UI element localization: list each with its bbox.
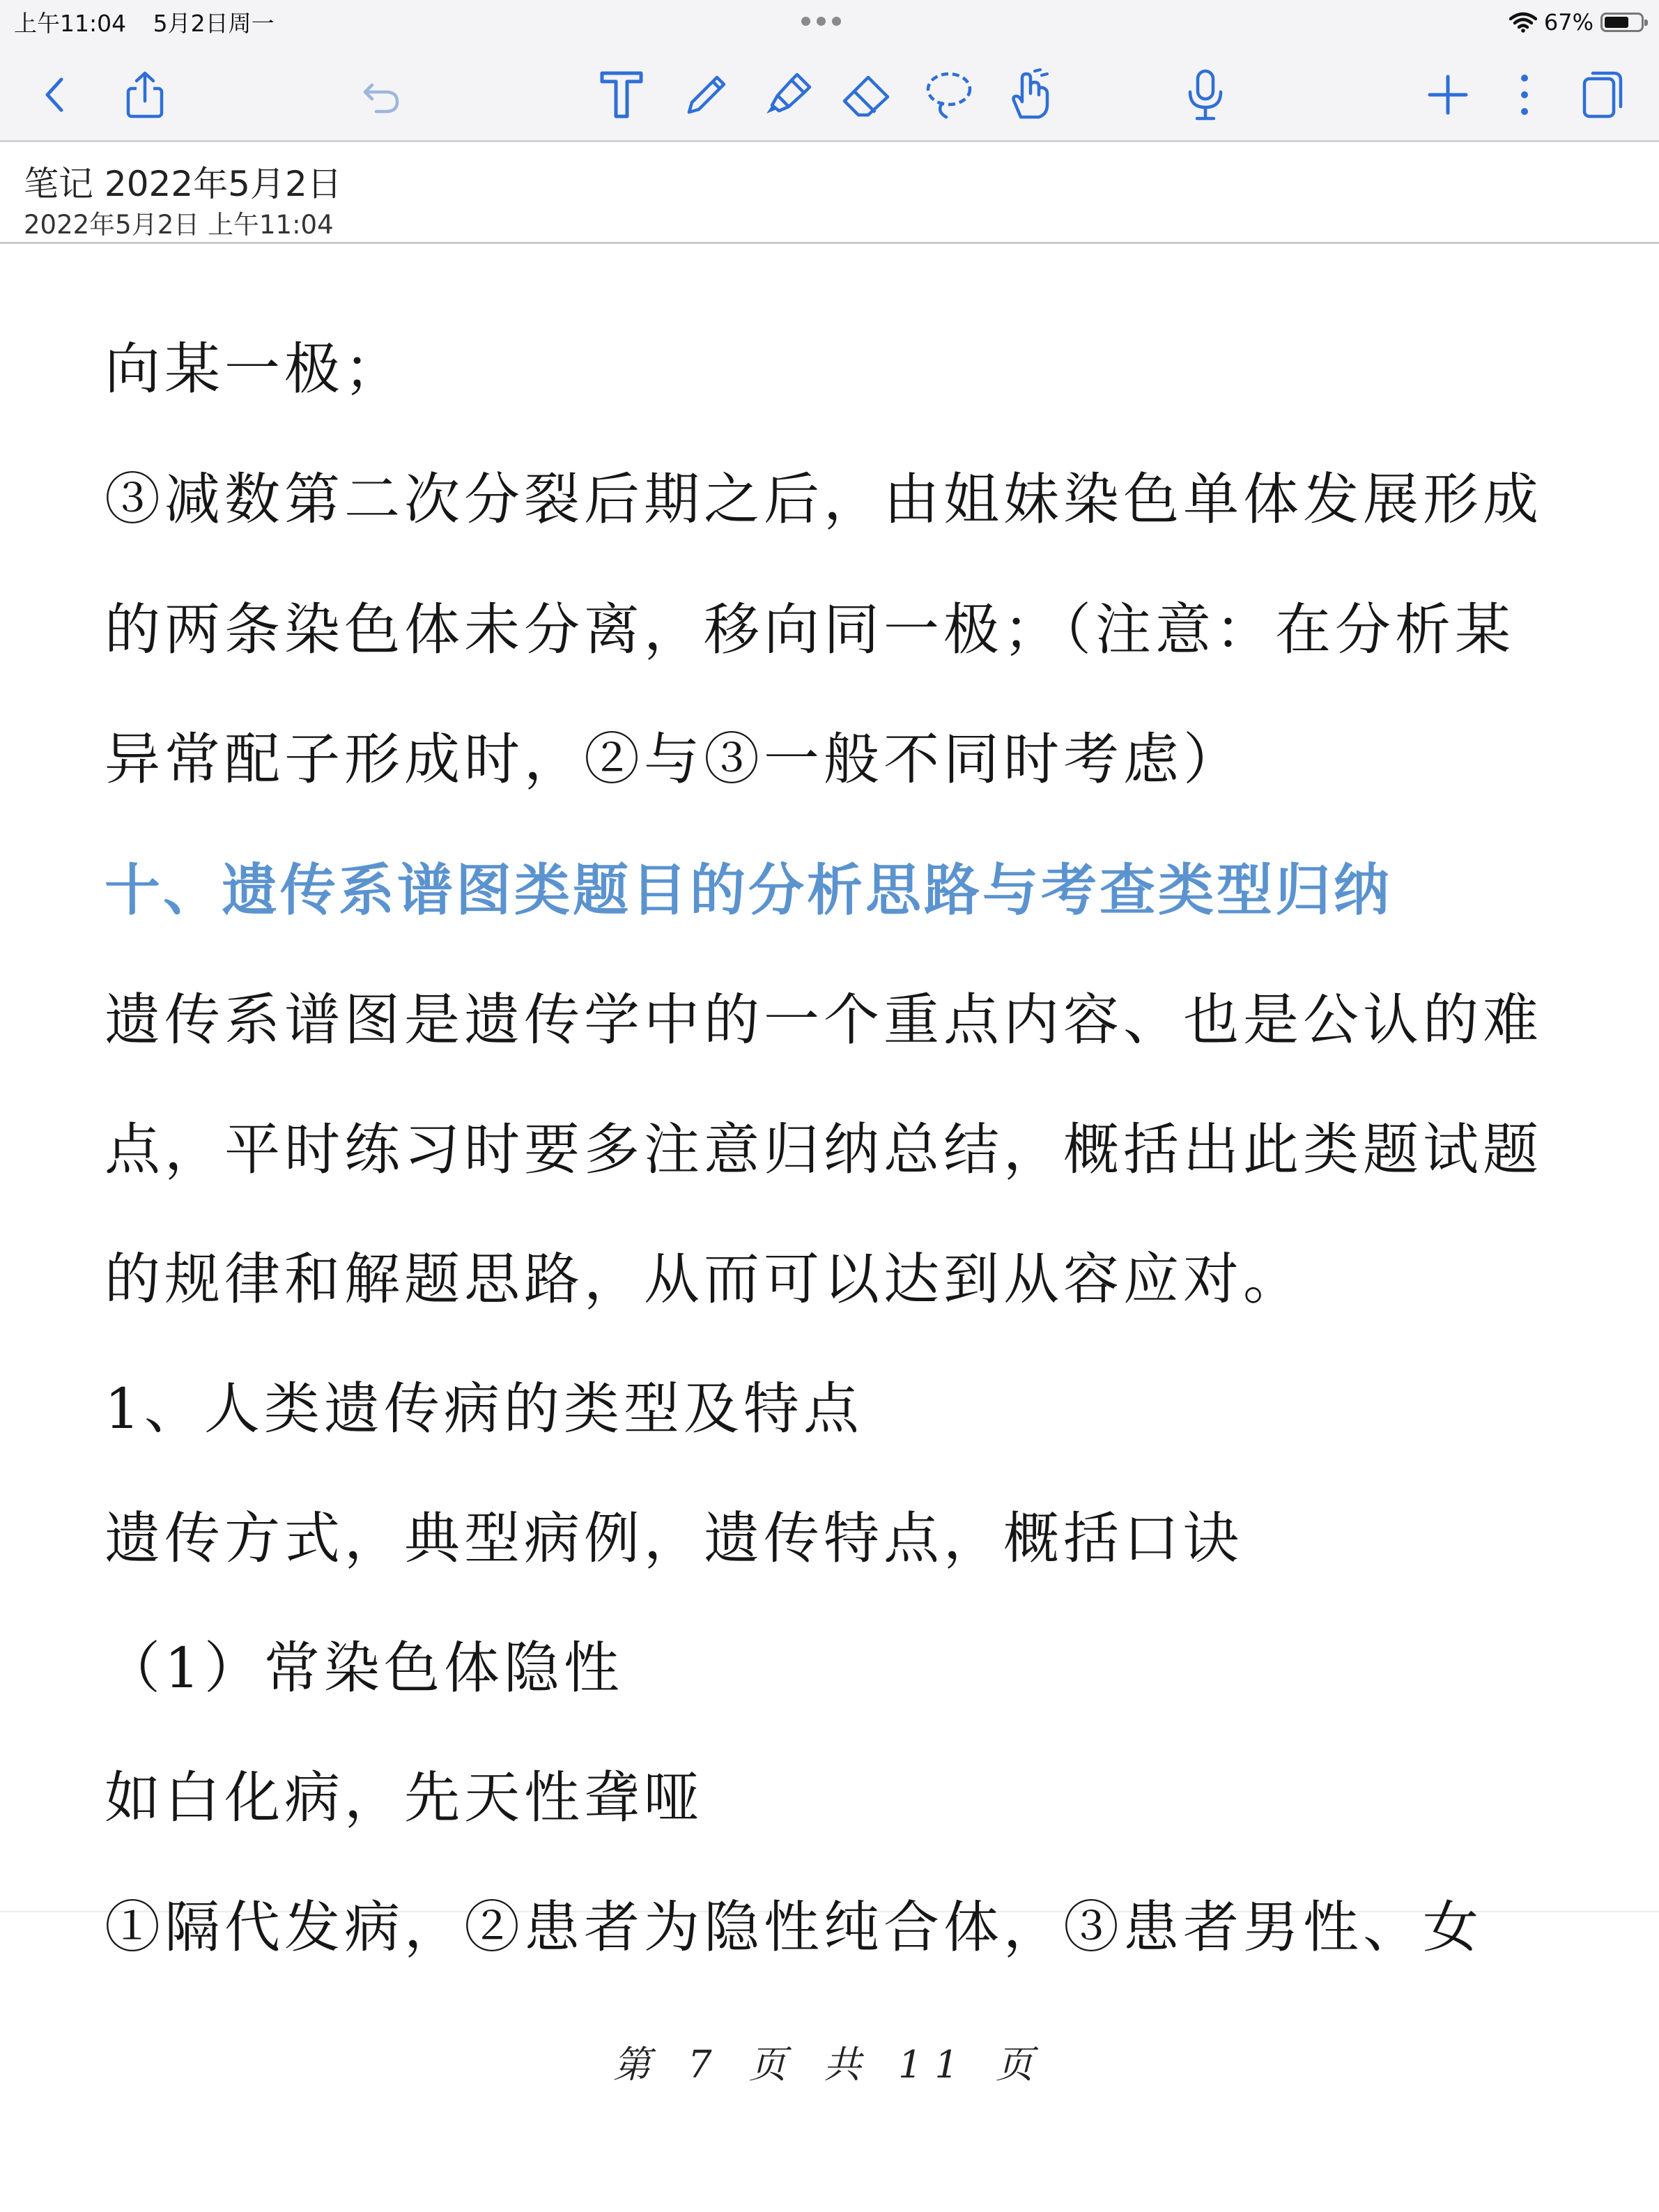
content-line: 的两条染色体未分离，移向同一极；（注意：在分析某	[105, 597, 1515, 662]
highlighter-tool-button[interactable]	[761, 68, 814, 121]
pages-button[interactable]	[1576, 68, 1629, 121]
plus-icon	[1427, 74, 1469, 116]
content-line: 1、人类遗传病的类型及特点	[105, 1376, 863, 1441]
content-line: 点，平时练习时要多注意归纳总结，概括出此类题试题	[105, 1117, 1543, 1182]
microphone-icon	[1185, 68, 1226, 121]
note-header	[0, 142, 1659, 244]
battery-fill	[1605, 17, 1628, 28]
status-time: 上午11:04	[14, 10, 127, 37]
more-options-button[interactable]	[1498, 68, 1551, 121]
status-date: 5月2日周一	[153, 10, 275, 37]
hand-tool-button[interactable]	[1003, 68, 1056, 121]
wifi-icon	[1509, 12, 1537, 33]
lasso-icon	[923, 68, 975, 121]
pen-tool-button[interactable]	[680, 68, 733, 121]
content-line: ③减数第二次分裂后期之后，由姐妹染色单体发展形成	[105, 467, 1543, 532]
eraser-tool-button[interactable]	[840, 68, 893, 121]
pen-icon	[682, 70, 731, 119]
highlighter-icon	[761, 70, 814, 119]
hand-pointer-icon	[1005, 68, 1054, 121]
note-title[interactable]: 笔记 2022年5月2日	[24, 164, 342, 204]
content-line: 遗传方式，典型病例，遗传特点，概括口诀	[105, 1506, 1243, 1571]
pages-icon	[1582, 70, 1623, 119]
battery-icon	[1600, 13, 1644, 32]
undo-icon	[361, 74, 403, 116]
text-tool-icon	[599, 70, 644, 119]
content-line: ①隔代发病，②患者为隐性纯合体，③患者男性、女	[105, 1895, 1483, 1960]
undo-button[interactable]	[355, 68, 408, 121]
back-button[interactable]	[28, 68, 81, 121]
eraser-icon	[840, 70, 893, 119]
more-icon	[1518, 72, 1531, 117]
add-button[interactable]	[1421, 68, 1474, 121]
share-icon	[124, 70, 166, 119]
voice-record-button[interactable]	[1179, 68, 1232, 121]
note-page[interactable]	[0, 244, 1659, 2212]
text-tool-button[interactable]	[595, 68, 648, 121]
content-line: （1）常染色体隐性	[105, 1636, 624, 1700]
content-line: 如白化病，先天性聋哑	[105, 1765, 704, 1830]
section-heading: 十、遗传系谱图类题目的分析思路与考查类型归纳	[105, 858, 1392, 923]
multitasking-dots-icon[interactable]	[801, 15, 857, 29]
content-line: 向某一极；	[105, 337, 404, 401]
status-indicators	[1509, 6, 1644, 39]
page-number-footer: 第 7 页 共 11 页	[613, 2043, 1046, 2087]
note-date: 2022年5月2日 上午11:04	[24, 210, 334, 240]
content-line: 异常配子形成时，②与③一般不同时考虑）	[105, 727, 1243, 792]
status-bar	[0, 0, 1659, 45]
editor-toolbar	[0, 45, 1659, 142]
lasso-tool-button[interactable]	[923, 68, 975, 121]
share-button[interactable]	[118, 68, 171, 121]
status-time-date	[14, 6, 294, 38]
chevron-left-icon	[40, 74, 68, 116]
content-line: 遗传系谱图是遗传学中的一个重点内容、也是公认的难	[105, 988, 1543, 1052]
content-line: 的规律和解题思路，从而可以达到从容应对。	[105, 1247, 1303, 1312]
battery-percent: 67%	[1543, 9, 1594, 36]
